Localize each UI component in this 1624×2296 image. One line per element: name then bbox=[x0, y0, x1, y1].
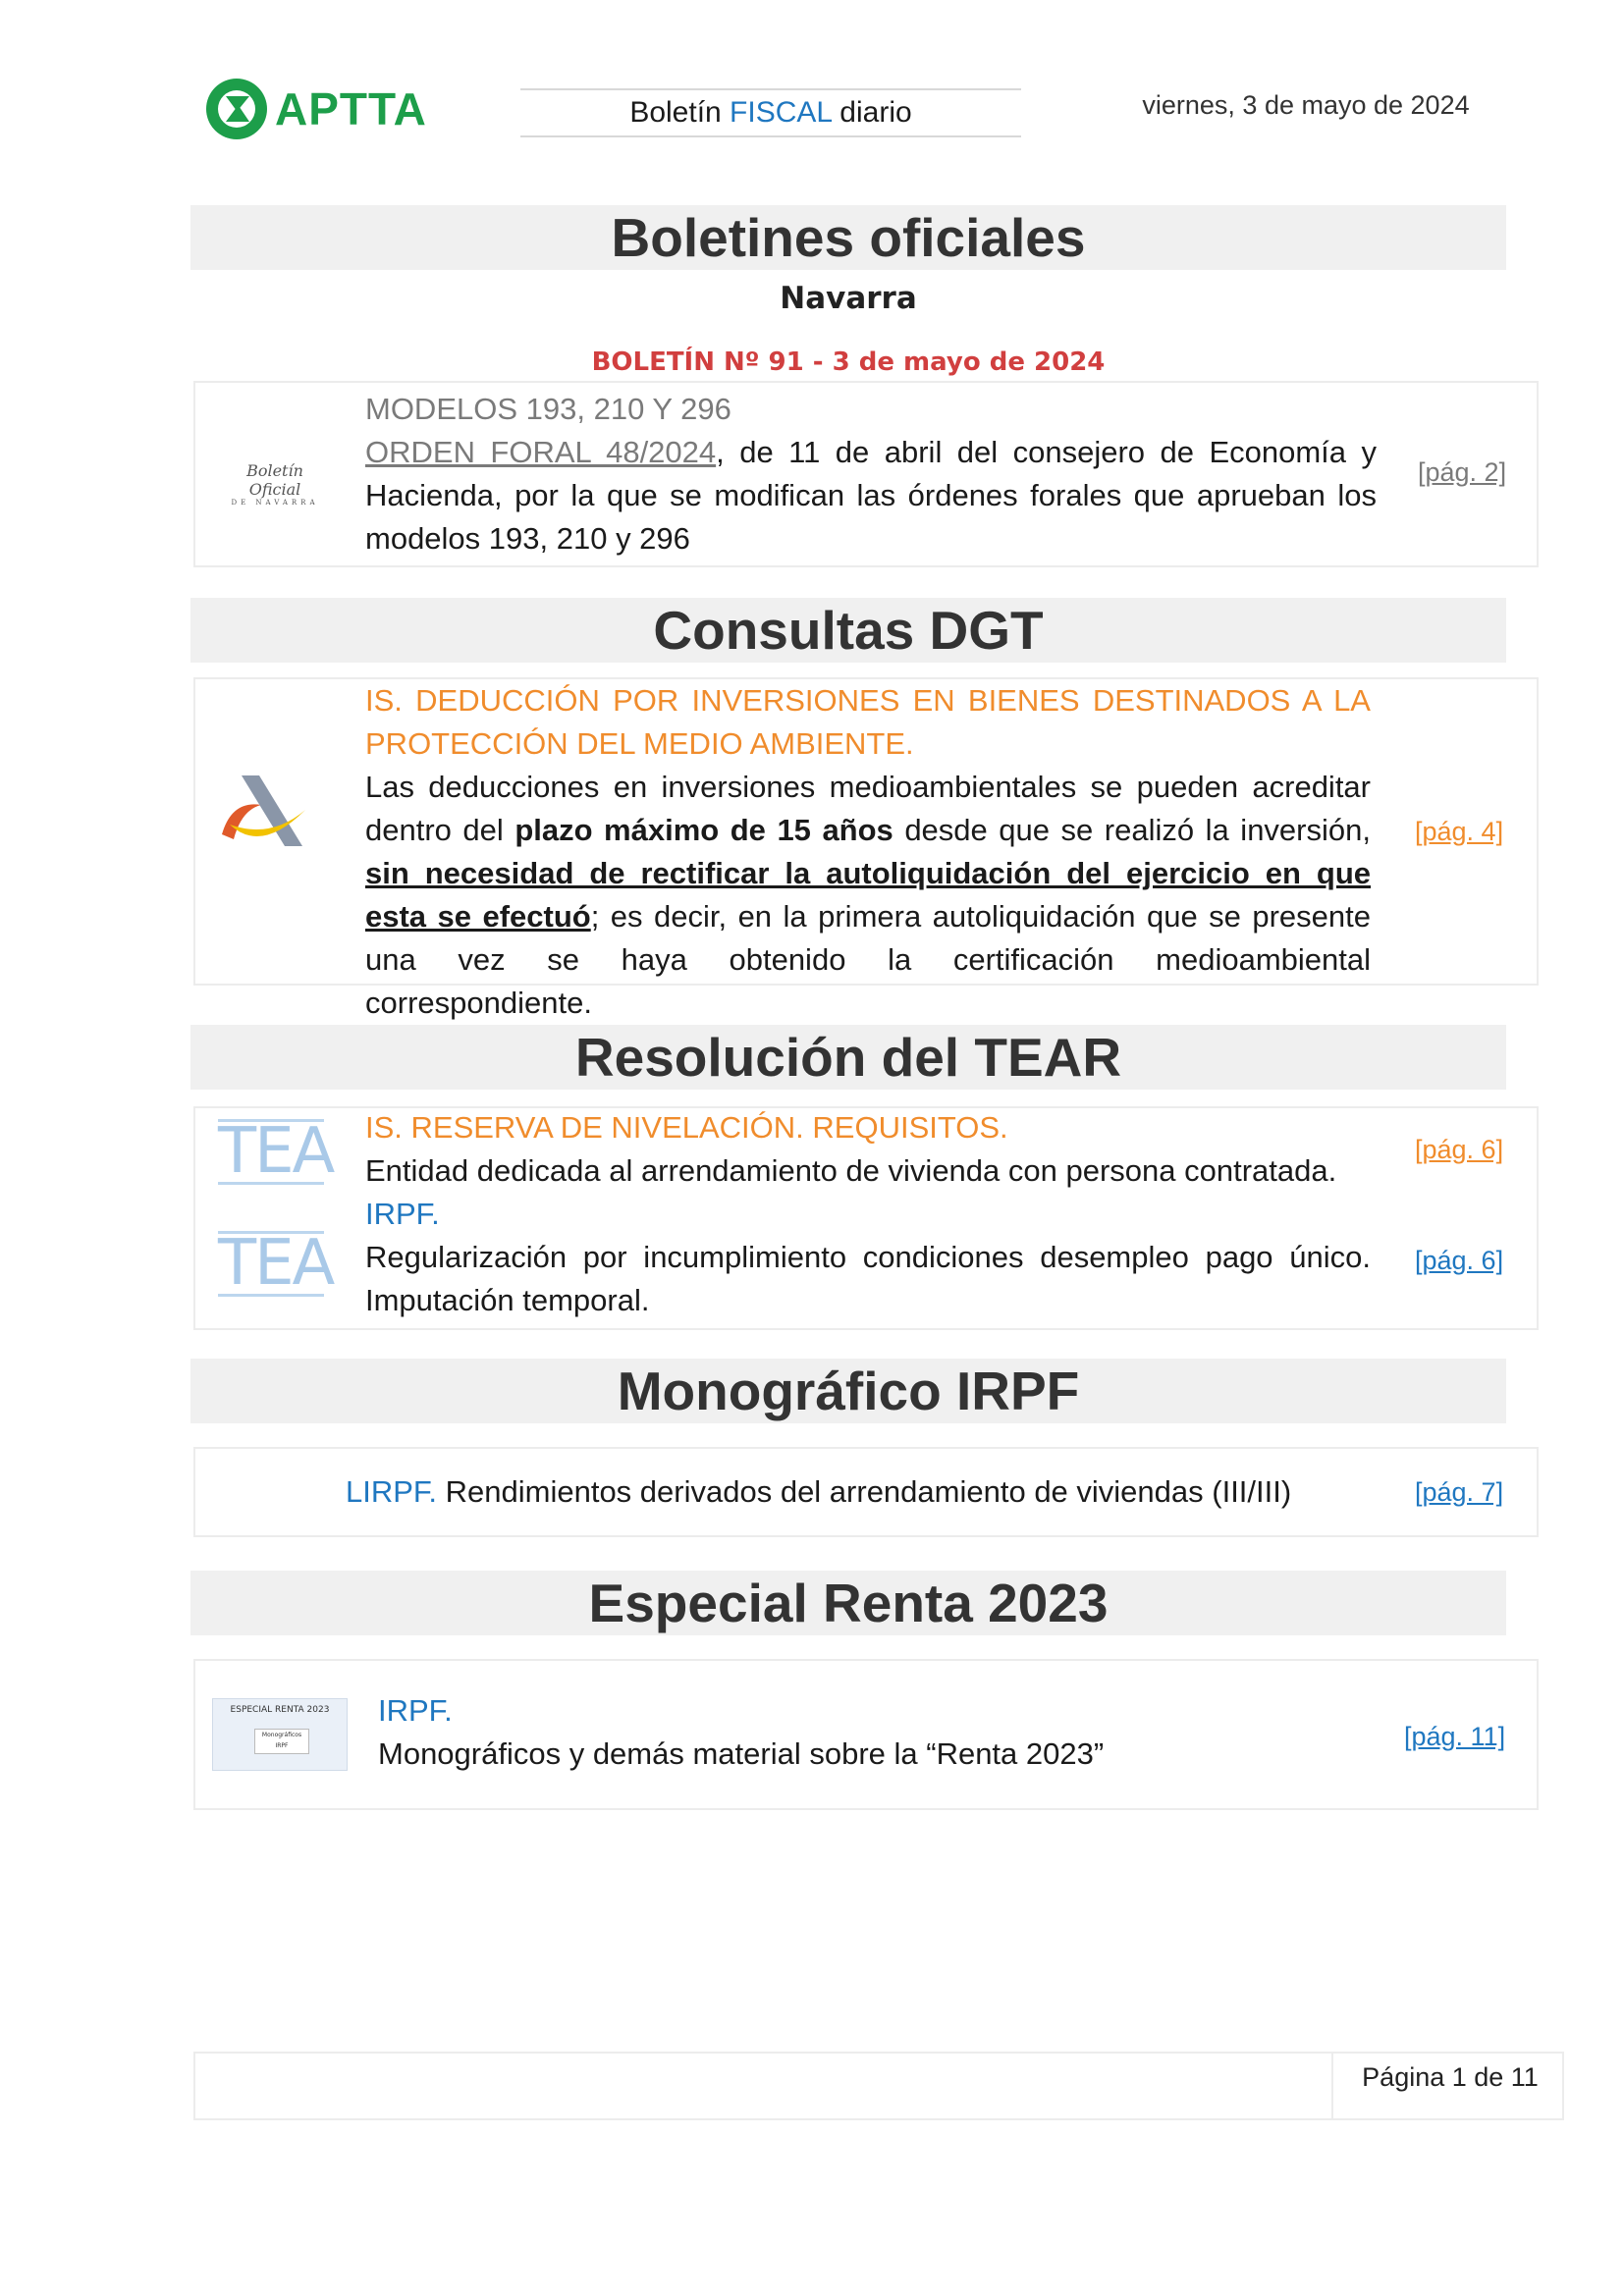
tea-logo-2 bbox=[216, 1223, 334, 1302]
consulta-title: IS. DEDUCCIÓN POR INVERSIONES EN BIENES DESTINADOS A LA PROTECCIÓN DEL MEDIO AMBIENTE. bbox=[365, 683, 1371, 761]
tear-item1-text: Entidad dedicada al arrendamiento de vivienda con persona contratada. bbox=[365, 1153, 1337, 1188]
renta-thumbnail-header: ESPECIAL RENTA 2023 bbox=[230, 1705, 330, 1715]
boletin-number: BOLETÍN Nº 91 - 3 de mayo de 2024 bbox=[591, 347, 1106, 377]
renta-text: Monográficos y demás material sobre la “Renta 2023” bbox=[378, 1736, 1105, 1771]
tea-logo-text-2: TEA bbox=[218, 1227, 334, 1300]
page-link-monografico[interactable]: [pág. 7] bbox=[1415, 1477, 1504, 1507]
tea-logo-text-1: TEA bbox=[218, 1115, 334, 1188]
page-link-renta[interactable]: [pág. 11] bbox=[1404, 1722, 1506, 1751]
boletin-item-text: , de 11 de abril del consejero de Economía y Hacienda, por la que se modifican las órdenes forales que aprueban los modelos 193, 210 y 296 bbox=[365, 435, 1377, 556]
boletin-logo-line2: DE NAVARRA bbox=[231, 499, 319, 507]
renta-title: IRPF. bbox=[378, 1693, 453, 1728]
section-title-renta: Especial Renta 2023 bbox=[190, 1571, 1506, 1635]
boletin-oficial-navarra-logo bbox=[226, 461, 324, 507]
boletin-logo-line1: Boletín Oficial bbox=[246, 461, 303, 499]
consulta-text-bold: plazo máximo de 15 años bbox=[514, 813, 893, 847]
footer-divider bbox=[1331, 2054, 1333, 2118]
section-title-tear: Resolución del TEAR bbox=[190, 1025, 1506, 1090]
section-title-boletines: Boletines oficiales bbox=[190, 205, 1506, 270]
region-label: Navarra bbox=[780, 281, 917, 316]
consulta-text-2: desde que se realizó la inversión, bbox=[893, 813, 1371, 847]
bulletin-date: viernes, 3 de mayo de 2024 bbox=[1142, 90, 1470, 120]
aptta-logo bbox=[206, 77, 461, 141]
tear-item1-title: IS. RESERVA DE NIVELACIÓN. REQUISITOS. bbox=[365, 1110, 1008, 1145]
aptta-logo-icon bbox=[206, 79, 267, 139]
orden-foral-link[interactable]: ORDEN FORAL 48/2024 bbox=[365, 435, 717, 469]
tear-item2-title: IRPF. bbox=[365, 1197, 440, 1231]
page-link-tear-2[interactable]: [pág. 6] bbox=[1415, 1246, 1504, 1275]
section-title-consultas: Consultas DGT bbox=[190, 598, 1506, 663]
bulletin-title-post: diario bbox=[831, 96, 912, 129]
bulletin-title-accent: FISCAL bbox=[730, 96, 832, 129]
section-title-monografico: Monográfico IRPF bbox=[190, 1359, 1506, 1423]
renta-thumbnail-box: Monográficos IRPF bbox=[254, 1729, 309, 1754]
consulta-text-3: ; es decir, en la primera autoliquidación que se presente una vez se haya obtenido la certificación medioambiental correspondiente. bbox=[365, 899, 1371, 1020]
consulta-text-underline: sin necesidad de rectificar la autoliquidación del ejercicio en que esta se efectuó bbox=[365, 856, 1371, 934]
bulletin-title-pre: Boletín bbox=[629, 96, 731, 129]
logo-text: APTTA bbox=[275, 83, 427, 134]
especial-renta-thumbnail bbox=[212, 1698, 348, 1771]
consulta-item bbox=[365, 679, 1371, 1025]
monografico-text: Rendimientos derivados del arrendamiento de viviendas (III/III) bbox=[437, 1474, 1292, 1509]
bulletin-title bbox=[520, 88, 1021, 137]
consulta-text-1: Las deducciones en inversiones medioambientales se pueden acreditar dentro del bbox=[365, 770, 1371, 847]
boletin-item-body bbox=[365, 431, 1377, 561]
page-link-consulta[interactable]: [pág. 4] bbox=[1415, 817, 1504, 846]
boletin-item bbox=[365, 388, 1377, 561]
tear-item2-text: Regularización por incumplimiento condiciones desempleo pago único. Imputación temporal. bbox=[365, 1240, 1371, 1317]
page-number: Página 1 de 11 bbox=[1362, 2062, 1539, 2092]
tear-items bbox=[365, 1106, 1371, 1322]
monografico-prefix: LIRPF. bbox=[346, 1474, 438, 1509]
tea-logo-1 bbox=[216, 1107, 334, 1188]
boletin-item-title: MODELOS 193, 210 Y 296 bbox=[365, 392, 731, 426]
page-link-boletin[interactable]: [pág. 2] bbox=[1418, 457, 1507, 487]
monografico-item bbox=[346, 1470, 1291, 1514]
agencia-tributaria-icon bbox=[212, 766, 310, 854]
page-link-tear-1[interactable]: [pág. 6] bbox=[1415, 1135, 1504, 1164]
renta-item bbox=[378, 1689, 1360, 1776]
consulta-body bbox=[365, 766, 1371, 1025]
